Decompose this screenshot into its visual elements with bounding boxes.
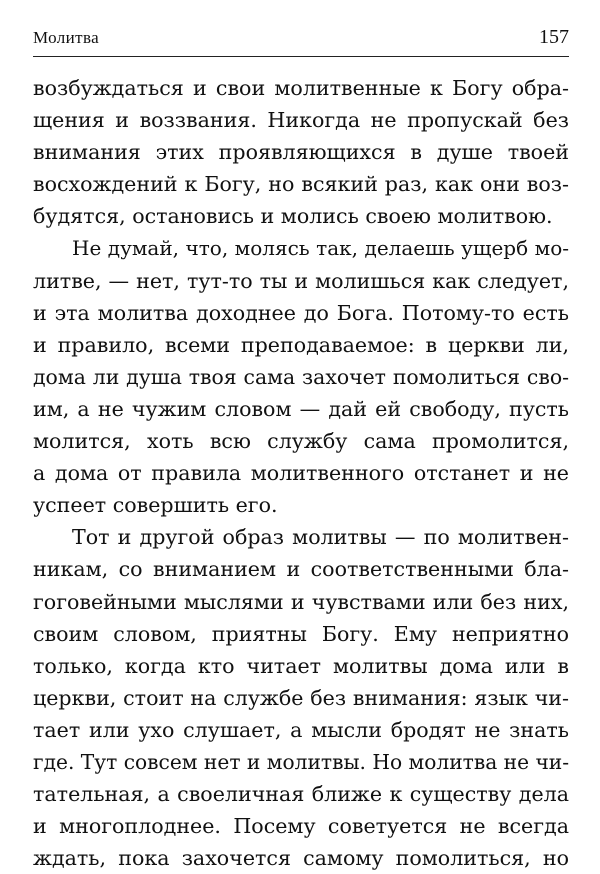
text-line: возбуждаться и свои молитвенные к Богу обра-	[33, 76, 569, 100]
text-line: Тот и другой образ молитвы — по молитвен-	[72, 525, 569, 550]
text-line: и эта молитва доходнее до Бога. Потому-то есть	[33, 300, 569, 325]
text-line: Не думай, что, молясь так, делаешь ущерб мо-	[72, 236, 569, 261]
text-line: тает или ухо слушает, а мысли бродят не знать	[33, 717, 569, 742]
text-line: им, а не чужим словом — дай ей свободу, пусть	[33, 396, 569, 421]
text-line: тательная, а своеличная ближе к существу дела	[33, 782, 569, 807]
text-line: дома ли душа твоя сама захочет помолиться сво-	[33, 364, 569, 389]
page-header	[33, 26, 569, 52]
text-line: церкви, стоит на службе без внимания: язык чи-	[33, 685, 569, 710]
text-line: литве, — нет, тут-то ты и молишься как следует,	[33, 268, 569, 293]
text-line: только, когда кто читает молитвы дома или в	[33, 653, 569, 678]
text-line: никам, со вниманием и соответственными бла-	[33, 557, 569, 582]
text-line: ждать, пока захочется самому помолиться, но	[33, 846, 569, 871]
text-line: и правило, всеми преподаваемое: в церкви ли,	[33, 332, 569, 357]
text-line: щения и воззвания. Никогда не пропускай без	[33, 108, 569, 133]
text-line: и многоплоднее. Посему советуется не всегда	[33, 814, 569, 839]
text-line: внимания этих проявляющихся в душе твоей	[33, 140, 569, 165]
running-head: Молитва	[33, 28, 100, 47]
text-line: успеет совершить его.	[33, 493, 278, 518]
page-number: 157	[539, 26, 569, 48]
text-line: а дома от правила молитвенного отстанет и не	[33, 461, 569, 486]
text-line: восхождений к Богу, но всякий раз, как они воз-	[33, 172, 569, 197]
body-text	[33, 72, 569, 874]
text-line: молится, хоть всю службу сама промолится,	[33, 429, 569, 454]
text-line: своим словом, приятны Богу. Ему неприятно	[33, 621, 569, 646]
text-line: где. Тут совсем нет и молитвы. Но молитва не чи-	[33, 749, 570, 774]
text-line: будятся, остановись и молись своею молитвою.	[33, 204, 553, 229]
text-line: гоговейными мыслями и чувствами или без них,	[33, 589, 569, 614]
header-rule	[33, 56, 569, 57]
